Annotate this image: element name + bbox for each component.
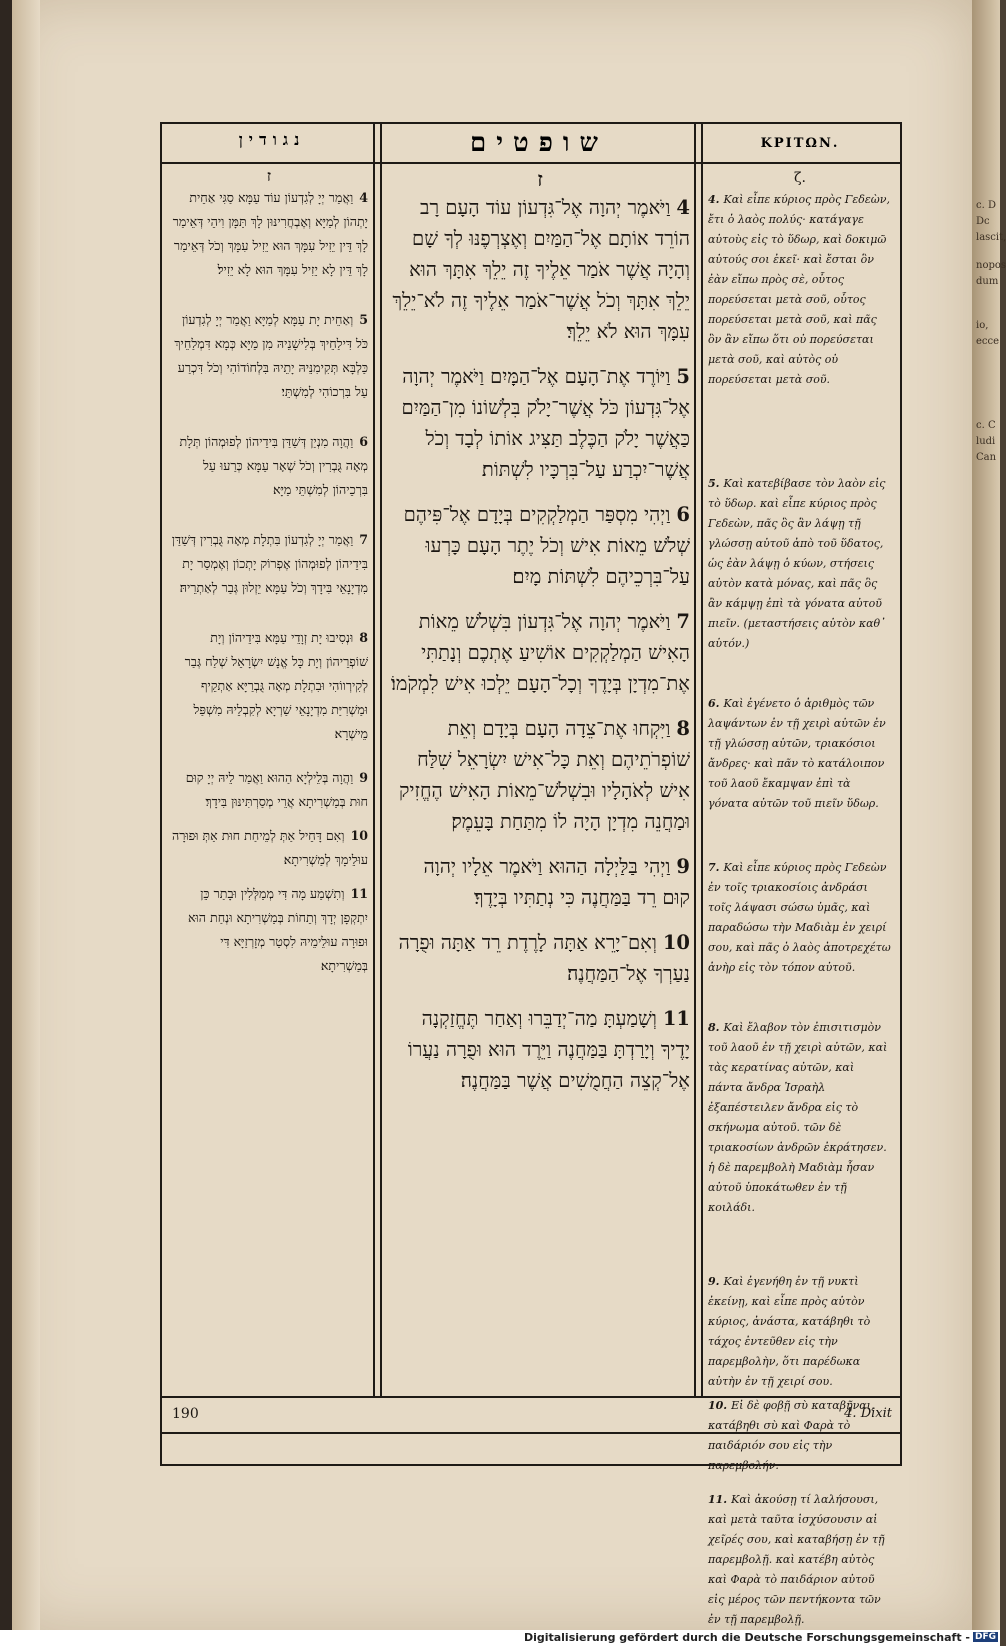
page-gutter	[12, 0, 40, 1630]
verse-number: 10	[662, 931, 690, 954]
verse-text: Καὶ εἶπε κύριος πρὸς Γεδεὼν, ἔτι ὁ λαὸς πολύς· κατάγαγε αὐτοὺς εἰς τὸ ὕδωρ, καὶ δοκιμῶ αὐτούς σοι ἐκεῖ· καὶ ἔσται ὃν ἐὰν εἴπω πρὸς σὲ, οὗτος πορεύσεται μετὰ σοῦ, οὗτος πορεύσεται μετὰ σοῦ, καὶ πᾶς ὃν ἂν εἴπω ὅτι οὐ πορεύσεται μετὰ σοῦ, καὶ αὐτὸς οὐ πορεύσεται μετὰ σοῦ.	[708, 193, 890, 386]
adjacent-page-text: Dc	[976, 216, 990, 227]
verse-text: Καὶ ἐγένετο ὁ ἀριθμὸς τῶν λαψάντων ἐν τῇ χειρὶ αὐτῶν ἐν τῇ γλώσσῃ αὐτῶν, τριακόσιοι ἄνδρες· καὶ πᾶν τὸ κατάλοιπον τοῦ λαοῦ ἔκαμψαν ἐπὶ τὰ γόνατα αὐτῶν τοῦ πιεῖν ὕδωρ.	[708, 697, 886, 810]
verse-block	[170, 528, 368, 600]
verse-number: 7	[359, 532, 368, 547]
verse-text: וַיִּקְחוּ אֶת־צֵדָה הָעָם בְּיָדָם וְאֵת שׁוֹפְרֹתֵיהֶם וְאֵת כָּל־אִישׁ יִשְׂרָאֵל שִׁלַּח אִישׁ לְאֹהָלָיו וּבִשְׁלֹשׁ־מֵאוֹת הָאִישׁ הֶחֱזִיק וּמַחֲנֵה מִדְיָן הָיָה לוֹ מִתַּחַת בָּעֵמֶק׃	[399, 717, 690, 833]
column-rule-right	[694, 122, 696, 1396]
adjacent-page-text: io,	[976, 320, 989, 331]
verse-text: וְתִשְׁמַע מָה דִּי מְמַלְּלִין וּבָתַר כֵּן יִתְקְפָן יְדָךְ וְתֵחוֹת בְּמַשְׁרִיתָא וּנְחַת הוּא וּפוּרָה עוּלֵימֵיהּ לִסְטַר מְזָרְזַיָּא דִּי בְּמַשְׁרִיתָא׃	[187, 886, 368, 973]
right-column-title: ΚΡΙΤΩΝ.	[760, 136, 840, 151]
verse-block	[708, 858, 892, 978]
verse-text: וַאֲמַר יְיָ לְגִדְעוֹן עוֹד עַמָּא סַגִּי אַחֵית יָתְהוֹן לְמַיָּא וְאֶבְחֲרִינּוּן לָךְ תַּמָּן וִיהֵי דְּאֵימַר לָךְ דֵּין יֵזִיל עִמָּךְ הוּא יֵזִיל עִמָּךְ וְכֹל דְּאֵימַר לָךְ דֵּין לָא יֵזִיל עִמָּךְ הוּא לָא יֵזִיל׃	[172, 190, 368, 277]
verse-number: 10.	[708, 1399, 728, 1412]
verse-number: 11	[662, 1007, 690, 1030]
verse-number: 5.	[708, 477, 720, 490]
verse-number: 9	[676, 855, 690, 878]
scan-footer	[0, 1630, 1000, 1646]
adjacent-page-text: lascit,	[976, 232, 1006, 243]
verse-text: וַיְהִי מִסְפַּר הַמְלַקְקִים בְּיָדָם אֶל־פִּיהֶם שְׁלֹשׁ מֵאוֹת אִישׁ וְכֹל יֶתֶר הָעָם כָּרְעוּ עַל־בִּרְכֵיהֶם לִשְׁתּוֹת מָיִם׃	[403, 503, 690, 588]
verse-number: 8	[359, 630, 368, 645]
scan-footer-text: Digitalisierung gefördert durch die Deutsche Forschungsgemeinschaft -	[523, 1631, 970, 1644]
verse-block	[708, 1272, 892, 1392]
verse-text: וְאִם דָּחֵיל אַתְּ לְמֵיחַת חוּת אַתְּ וּפוּרָה עוּלֵימָךְ לְמַשְׁרִיתָא׃	[172, 828, 368, 867]
verse-block	[170, 766, 368, 814]
verse-text: וְשָׁמַעְתָּ מַה־יְדַבֵּרוּ וְאַחַר תֶּחֱזַקְנָה יָדֶיךָ וְיָרַדְתָּ בַּמַּחֲנֶה וַיֵּרֶד הוּא וּפֻרָה נַעֲרוֹ אֶל־קְצֵה הַחֲמֻשִׁים אֲשֶׁר בַּמַּחֲנֶה׃	[407, 1007, 690, 1092]
verse-block	[708, 1490, 892, 1630]
column-rule-left	[373, 122, 375, 1396]
verse-text: וְאַחֵית יָת עַמָּא לְמַיָּא וַאֲמַר יְיָ לְגִדְעוֹן כֹּל דִּילַחֵיךְ בְּלִישָׁנֵיהּ מִן מַיָּא כְּמָא דִּמְלַחֵיךְ כַּלְבָּא תְּקִימִנֵּיהּ יָתֵיהּ בִּלְחוֹדוֹהִי וְכֹל דִּכְרַע עַל בִּרְכוֹהִי לְמִשְׁתֵּי׃	[174, 312, 368, 399]
hebrew-column	[390, 166, 690, 1392]
verse-number: 5	[676, 365, 690, 388]
adjacent-page-text: c. C	[976, 420, 996, 431]
verse-block	[708, 1018, 892, 1218]
verse-number: 9.	[708, 1275, 720, 1288]
adjacent-page-text: dum	[976, 276, 999, 287]
targum-column	[170, 166, 368, 1392]
verse-block	[390, 851, 690, 913]
verse-text: וַיְהִי בַּלַּיְלָה הַהוּא וַיֹּאמֶר אֵלָיו יְהוָה קוּם רֵד בַּמַּחֲנֶה כִּי נְתַתִּיו בְּיָדֶךָ׃	[423, 855, 690, 909]
verse-block	[708, 190, 892, 390]
verse-block	[390, 927, 690, 989]
verse-text: וַהֲוָה מִנְיַן דְּשַׁדַּן בִּידֵיהוֹן לְפוּמְהוֹן תְּלָת מְאָה גֻּבְרִין וְכֹל שְׁאָר עַמָּא כְּרַעוּ עַל בִּרְכֵיהוֹן לְמִשְׁתֵּי מַיָּא׃	[179, 434, 368, 497]
verse-block	[390, 606, 690, 699]
verse-number: 4	[359, 190, 368, 205]
verse-text: Καὶ κατεβίβασε τὸν λαὸν εἰς τὸ ὕδωρ. καὶ εἶπε κύριος πρὸς Γεδεὼν, πᾶς ὃς ἂν λάψῃ τῇ γλώσσῃ αὐτοῦ ἀπὸ τοῦ ὕδατος, ὡς ἐὰν λάψῃ ὁ κύων, στήσεις αὐτὸν κατὰ μόνας, καὶ πᾶς ὃς ἂν κάμψῃ ἐπὶ τὰ γόνατα αὐτοῦ πιεῖν. (μεταστήσεις αὐτὸν καθ᾽ αὑτόν.)	[708, 477, 886, 650]
verse-text: Καὶ ἐγενήθη ἐν τῇ νυκτὶ ἐκείνῃ, καὶ εἶπε πρὸς αὐτὸν κύριος, ἀνάστα, κατάβηθι τὸ τάχος ἐντεῦθεν εἰς τὴν παρεμβολὴν, ὅτι παρέδωκα αὐτὴν ἐν τῇ χειρί σου.	[708, 1275, 871, 1388]
targum-chapter-number: ז	[266, 167, 272, 185]
verse-block	[170, 882, 368, 978]
adjacent-page-text: Can	[976, 452, 997, 463]
page-number: 190	[172, 1406, 199, 1422]
center-column-title: שופטים	[470, 128, 608, 158]
header-rule	[160, 162, 900, 164]
column-rule-left-inner	[380, 122, 382, 1396]
verse-number: 10	[350, 828, 368, 843]
verse-text: וּנְסִיבוּ יָת זְוָדֵי עַמָּא בִּידֵיהוֹן וְיָת שׁוֹפְרֵיהוֹן וְיָת כָּל אֱנָשׁ יִשְׂרָאֵל שְׁלַח גְּבַר לְקִירְווֹהִי וּבִתְלָת מְאָה גֻּבְרַיָּא אַתְקֵיף וּמַשְׁרִיַּת מִדְיָנָאֵי שַׁרְיָא לְקִבְלֵיהּ מִשְׁפַּל מֵישְׁרָא׃	[184, 630, 368, 741]
verse-text: Καὶ ἀκούσῃ τί λαλήσουσι, καὶ μετὰ ταῦτα ἰσχύσουσιν αἱ χεῖρές σου, καὶ καταβήσῃ ἐν τῇ παρεμβολῇ. καὶ κατέβη αὐτὸς καὶ Φαρὰ τὸ παιδάριον αὐτοῦ εἰς μέρος τῶν πεντήκοντα τῶν ἐν τῇ παρεμβολῇ.	[708, 1493, 885, 1626]
verse-block	[170, 824, 368, 872]
verse-number: 8	[676, 717, 690, 740]
left-column-title: נגודין	[238, 130, 306, 149]
verse-block	[170, 186, 368, 282]
verse-block	[390, 192, 690, 347]
verse-number: 11.	[708, 1493, 728, 1506]
column-rule-right-inner	[701, 122, 703, 1396]
greek-chapter-number: ζ.	[793, 170, 807, 186]
verse-number: 4.	[708, 193, 720, 206]
catchword: 4. Dixit	[844, 1406, 892, 1421]
verse-text: Καὶ ἔλαβον τὸν ἐπισιτισμὸν τοῦ λαοῦ ἐν τῇ χειρὶ αὐτῶν, καὶ τὰς κερατίνας αὐτῶν, καὶ πάντα ἄνδρα Ἰσραὴλ ἐξαπέστειλεν ἄνδρα εἰς τὸ σκήνωμα αὐτοῦ. τῶν δὲ τριακοσίων ἀνδρῶν ἐκράτησεν. ἡ δὲ παρεμβολὴ Μαδιὰμ ἦσαν αὐτοῦ ὑποκάτωθεν ἐν τῇ κοιλάδι.	[708, 1021, 888, 1214]
verse-text: וַיֹּאמֶר יְהוָה אֶל־גִּדְעוֹן בִּשְׁלֹשׁ מֵאוֹת הָאִישׁ הַמְלַקְקִים אוֹשִׁיעַ אֶתְכֶם וְנָתַתִּי אֶת־מִדְיָן בְּיָדֶךָ וְכָל־הָעָם יֵלְכוּ אִישׁ לִמְקֹמוֹ׃	[390, 610, 690, 695]
adjacent-page-edge	[972, 0, 1006, 1630]
adjacent-page-text: ecce	[976, 336, 1000, 347]
verse-text: Εἰ δὲ φοβῇ σὺ καταβῆναι, κατάβηθι σὺ καὶ Φαρὰ τὸ παιδάριόν σου εἰς τὴν παρεμβολήν.	[708, 1399, 875, 1472]
verse-number: 6.	[708, 697, 720, 710]
book-page	[12, 0, 972, 1630]
verse-number: 9	[359, 770, 368, 785]
adjacent-page-text: nopos	[976, 260, 1006, 271]
verse-number: 4	[676, 196, 690, 219]
verse-block	[708, 474, 892, 654]
verse-number: 5	[359, 312, 368, 327]
verse-block	[390, 1003, 690, 1096]
verse-text: וַיּוֹרֶד אֶת־הָעָם אֶל־הַמָּיִם וַיֹּאמֶר יְהוָה אֶל־גִּדְעוֹן כֹּל אֲשֶׁר־יָלֹק בִּלְשׁוֹנוֹ מִן־הַמַּיִם כַּאֲשֶׁר יָלֹק הַכֶּלֶב תַּצִּיג אוֹתוֹ לְבָד וְכֹל אֲשֶׁר־יִכְרַע עַל־בִּרְכָּיו לִשְׁתּוֹת׃	[401, 365, 690, 481]
verse-block	[390, 499, 690, 592]
verse-text: וַאֲמַר יְיָ לְגִדְעוֹן בִּתְלָת מְאָה גֻּבְרִין דְּשַׁדַּן בִּידֵיהוֹן לְפוּמְהוֹן אֶפְרוֹק יָתְכוֹן וְאֶמְסַר יָת מִדְיָנָאֵי בִּידָךְ וְכֹל עַמָּא יֵזְלוּן גְּבַר לְאַתְרֵיהּ׃	[171, 532, 368, 595]
dfg-logo: DFG	[974, 1632, 996, 1642]
adjacent-page-text: ludi	[976, 436, 996, 447]
verse-block	[170, 430, 368, 502]
hebrew-chapter-number: ז	[537, 167, 543, 191]
verse-block	[390, 713, 690, 837]
verse-number: 7	[676, 610, 690, 633]
verse-number: 8.	[708, 1021, 720, 1034]
verse-block	[170, 626, 368, 746]
verse-number: 7.	[708, 861, 720, 874]
verse-number: 11	[350, 886, 368, 901]
verse-text: Καὶ εἶπε κύριος πρὸς Γεδεὼν ἐν τοῖς τριακοσίοις ἀνδράσι τοῖς λάψασι σώσω ὑμᾶς, καὶ παραδώσω τὴν Μαδιὰμ ἐν χειρί σου, καὶ πᾶς ὁ λαὸς ἀποτρεχέτω ἀνὴρ εἰς τὸν τόπον αὐτοῦ.	[708, 861, 891, 974]
verse-number: 6	[359, 434, 368, 449]
verse-text: וַיֹּאמֶר יְהוָה אֶל־גִּדְעוֹן עוֹד הָעָם רָב הוֹרֵד אוֹתָם אֶל־הַמַּיִם וְאֶצְרְפֶנּוּ לְךָ שָׁם וְהָיָה אֲשֶׁר אֹמַר אֵלֶיךָ זֶה יֵלֵךְ אִתָּךְ הוּא יֵלֵךְ אִתָּךְ וְכֹל אֲשֶׁר־אֹמַר אֵלֶיךָ זֶה לֹא־יֵלֵךְ עִמָּךְ הוּא לֹא יֵלֵךְ׃	[392, 196, 690, 343]
verse-block	[708, 694, 892, 814]
verse-number: 6	[676, 503, 690, 526]
verse-block	[170, 308, 368, 404]
verse-text: וַהֲוָה בְּלֵילְיָא הַהוּא וַאֲמַר לֵיהּ יְיָ קוּם חוּת בְּמַשְׁרִיתָא אֲרֵי מְסַרְתִּינּוּן בִּידָךְ׃	[185, 770, 368, 809]
verse-text: וְאִם־יָרֵא אַתָּה לָרֶדֶת רֵד אַתָּה וּפֻרָה נַעַרְךָ אֶל־הַמַּחֲנֶה׃	[398, 931, 690, 985]
book-edge-left	[0, 0, 12, 1646]
verse-block	[390, 361, 690, 485]
adjacent-page-text: c. D	[976, 200, 996, 211]
